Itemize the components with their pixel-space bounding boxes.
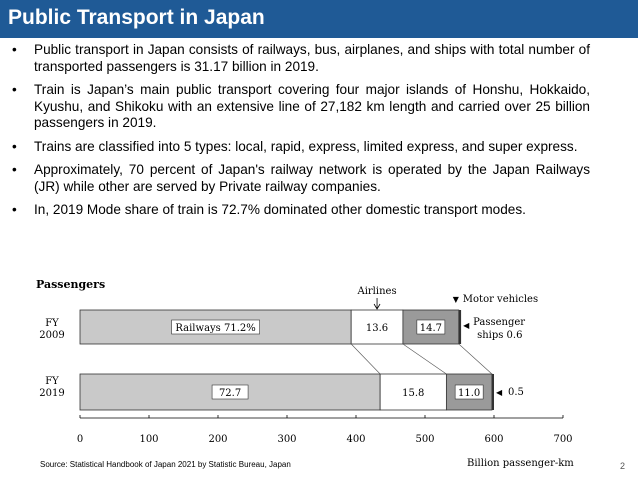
x-tick-label: 500 <box>415 434 435 445</box>
bullet-marker: • <box>12 42 17 57</box>
category-label-fy: FY <box>45 318 59 329</box>
category-label-fy: FY <box>45 376 59 387</box>
legend-motor-vehicles: Motor vehicles <box>462 294 539 305</box>
bullet-item <box>10 162 590 195</box>
title-bar <box>0 0 638 38</box>
chart-title: Passengers <box>36 278 106 291</box>
category-label-year: 2019 <box>39 388 65 399</box>
bullet-item <box>10 42 590 75</box>
page-number: 2 <box>620 461 626 471</box>
bullet-item <box>10 82 590 132</box>
x-tick-label: 100 <box>139 434 159 445</box>
legend-airlines: Airlines <box>357 286 397 297</box>
bullet-marker: • <box>12 202 17 217</box>
bar-label-airlines-2009: 13.6 <box>365 323 389 334</box>
bar-label-motor-2009: 14.7 <box>419 323 442 334</box>
ships-marker-icon: ◀ <box>463 321 470 330</box>
bullet-marker: • <box>12 138 17 154</box>
legend-passenger-ships: Passenger <box>473 317 526 328</box>
x-axis-ticks <box>77 415 573 445</box>
connector-line <box>351 344 380 374</box>
slide-title: Public Transport in Japan <box>8 6 265 29</box>
bullet-text: Public transport in Japan consists of railways, bus, airplanes, and ships with total number of transported passengers is 31.17 billion in 2019. <box>34 42 590 74</box>
bullet-marker: • <box>12 162 17 177</box>
bar-label-airlines-2019: 15.8 <box>402 388 425 399</box>
bullet-item <box>10 202 590 219</box>
x-tick-label: 600 <box>484 434 504 445</box>
bullet-item <box>10 139 590 156</box>
passenger-chart <box>28 274 588 474</box>
bullet-text: In, 2019 Mode share of train is 72.7% dominated other domestic transport modes. <box>34 202 526 217</box>
bullet-text: Train is Japan’s main public transport covering four major islands of Honshu, Hokkaido, Kyushu, and Shikoku with an extensive line of 27,182 km length and carried over 25 billion passengers in 2019. <box>34 82 590 130</box>
category-label-year: 2009 <box>39 330 65 341</box>
connector-line <box>459 344 492 374</box>
x-tick-label: 700 <box>553 434 573 445</box>
bullet-text: Trains are classified into 5 types: local, rapid, express, limited express, and super express. <box>34 138 578 154</box>
ships-marker-icon: ◀ <box>496 388 503 397</box>
ships-2019-value: 0.5 <box>508 387 524 398</box>
bar-ships-2009 <box>459 310 461 344</box>
bar-label-railways-2019: 72.7 <box>218 388 242 399</box>
airlines-pointer-arrow <box>374 298 380 309</box>
bullet-list <box>10 42 590 226</box>
bullet-marker: • <box>12 82 17 97</box>
bar-label-railways-2009: Railways 71.2% <box>175 323 256 334</box>
x-tick-label: 400 <box>346 434 366 445</box>
x-tick-label: 200 <box>208 434 228 445</box>
x-tick-label: 300 <box>277 434 297 445</box>
x-axis-label: Billion passenger-km <box>467 458 574 469</box>
bar-ships-2019 <box>492 374 494 410</box>
x-tick-label: 0 <box>76 434 84 445</box>
legend-passenger-ships-value: ships 0.6 <box>477 330 523 341</box>
source-note: Source: Statistical Handbook of Japan 2021 by Statistic Bureau, Japan <box>40 460 291 469</box>
bullet-text: Approximately, 70 percent of Japan's railway network is operated by the Japan Railways (JR) while other are served by Private railway companies. <box>34 162 590 194</box>
connector-line <box>403 344 446 374</box>
bar-label-motor-2019: 11.0 <box>458 388 481 399</box>
motor-marker-icon: ▼ <box>452 295 459 304</box>
